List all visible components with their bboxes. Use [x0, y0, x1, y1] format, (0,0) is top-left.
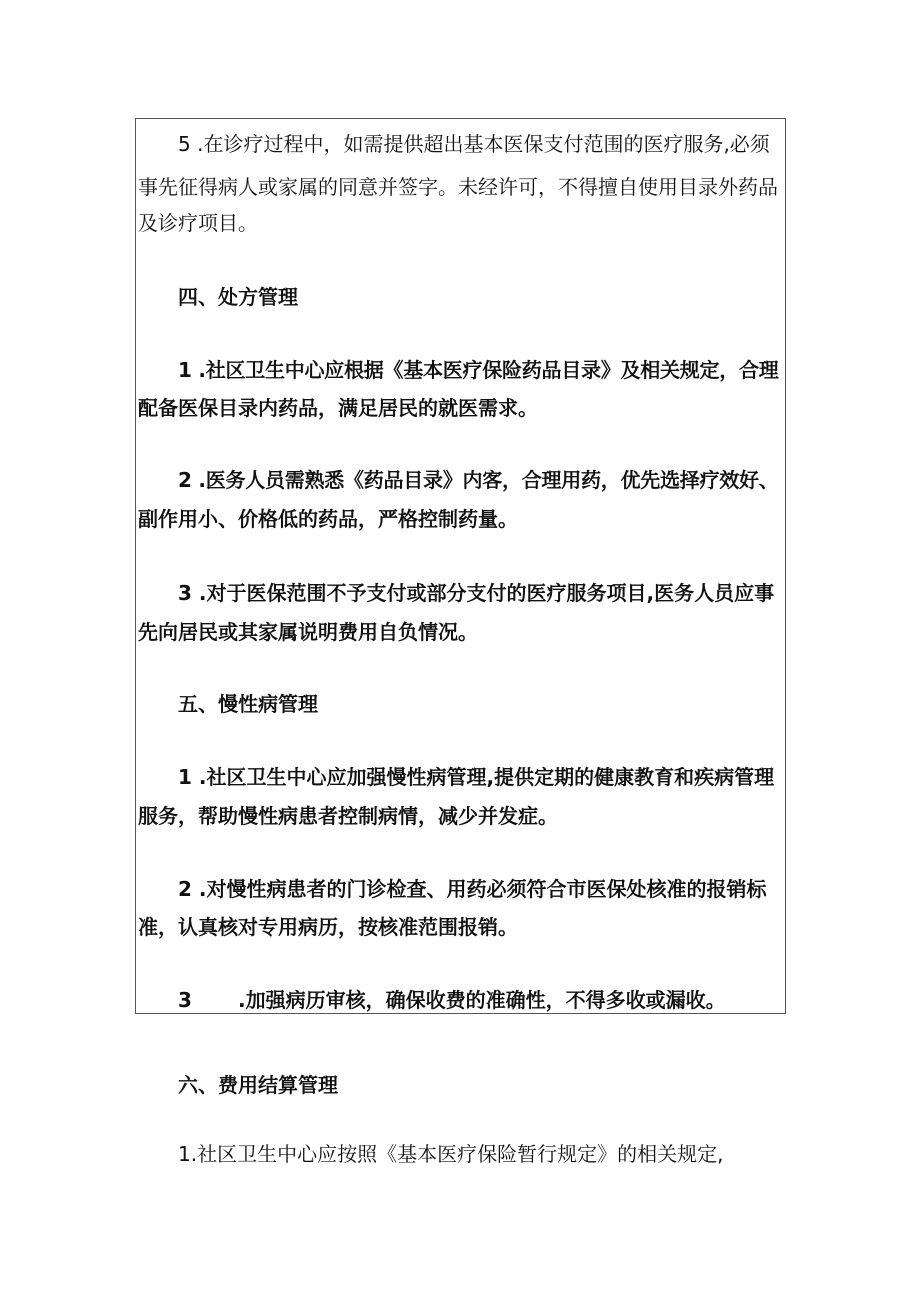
section-5-item-3-text: .加强病历审核，确保收费的准确性，不得多收或漏收。 [238, 988, 726, 1012]
section-4-item-3-line-1: 3 .对于医保范围不予支付或部分支付的医疗服务项目,医务人员应事 [178, 581, 775, 605]
section-4-item-2-line-2: 副作用小、价格低的药品，严格控制药量。 [138, 507, 518, 531]
section-4-item-3-line-2: 先向居民或其家属说明费用自负情况。 [138, 620, 478, 644]
section-4-heading: 四、处方管理 [178, 285, 298, 309]
section-4-item-1-line-1: 1 .社区卫生中心应根据《基本医疗保险药品目录》及相关规定，合理 [178, 358, 779, 382]
item-5-line-3: 及诊疗项目。 [138, 211, 258, 235]
section-6-heading: 六、费用结算管理 [178, 1073, 338, 1097]
section-5-item-1-line-2: 服务，帮助慢性病患者控制病情，减少并发症。 [138, 804, 558, 828]
section-6-item-1-line-1: 1.社区卫生中心应按照《基本医疗保险暂行规定》的相关规定, [178, 1142, 724, 1166]
section-4-item-1-line-2: 配备医保目录内药品，满足居民的就医需求。 [138, 396, 538, 420]
section-5-item-3-number: 3 [178, 988, 192, 1012]
section-5-item-1-line-1: 1 .社区卫生中心应加强慢性病管理,提供定期的健康教育和疾病管理 [178, 765, 775, 789]
item-5-line-2: 事先征得病人或家属的同意并签字。未经许可，不得擅自使用目录外药品 [138, 175, 778, 199]
section-5-item-2-line-1: 2 .对慢性病患者的门诊检查、用药必须符合市医保处核准的报销标 [178, 877, 767, 901]
section-4-item-2-line-1: 2 .医务人员需熟悉《药品目录》内客，合理用药，优先选择疗效好、 [178, 468, 779, 492]
item-5-line-1: 5 .在诊疗过程中，如需提供超出基本医保支付范围的医疗服务,必须 [178, 132, 770, 156]
section-5-heading: 五、慢性病管理 [178, 692, 318, 716]
section-5-item-2-line-2: 准，认真核对专用病历，按核准范围报销。 [138, 915, 518, 939]
